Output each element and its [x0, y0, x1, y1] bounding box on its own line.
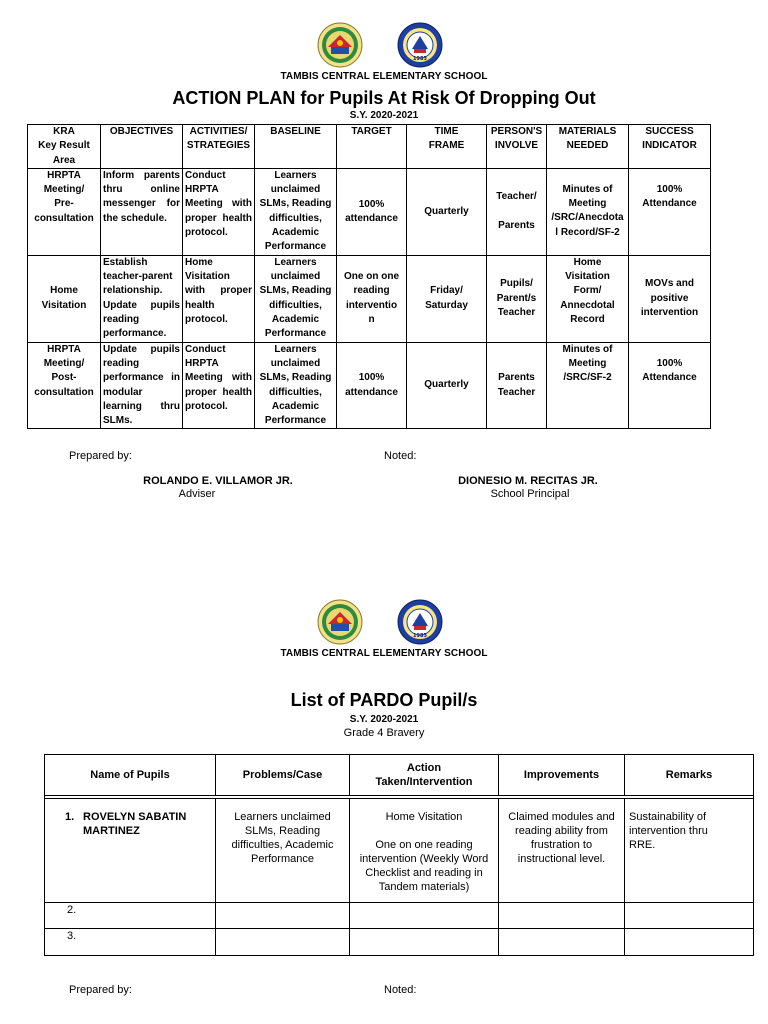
pardo-table	[44, 754, 754, 956]
prepared-by-label: Prepared by:	[69, 450, 132, 462]
header-objectives: OBJECTIVES	[101, 125, 183, 169]
cell-persons: Teacher/ Parents	[487, 168, 547, 255]
header-action: Action Taken/Intervention	[350, 755, 499, 796]
header-remarks: Remarks	[625, 755, 754, 796]
table-row	[45, 799, 754, 903]
cell-objectives: Inform parents thru online messenger for the schedule.	[101, 168, 183, 255]
cell-baseline: Learners unclaimed SLMs, Reading difficulties, Academic Performance	[255, 255, 337, 342]
cell-kra: Home Visitation	[28, 255, 101, 342]
action-plan-table	[27, 124, 711, 429]
header-improvements: Improvements	[499, 755, 625, 796]
cell-time-frame: Quarterly	[407, 342, 487, 429]
cell-improvements: Claimed modules and reading ability from frustration to instructional level.	[499, 799, 625, 903]
header-materials: MATERIALS NEEDED	[547, 125, 629, 169]
row-number: 1.	[65, 811, 75, 823]
principal-name: DIONESIO M. RECITAS JR.	[458, 475, 598, 487]
school-year: S.Y. 2020-2021	[349, 110, 419, 121]
cell-indicator: 100% Attendance	[629, 342, 711, 429]
cell-target: 100% attendance	[337, 168, 407, 255]
header-problems: Problems/Case	[216, 755, 350, 796]
cell-indicator: 100% Attendance	[629, 168, 711, 255]
cell-materials: Minutes of Meeting /SRC/SF-2	[547, 342, 629, 429]
cell-problem	[216, 929, 350, 956]
cell-persons: Parents Teacher	[487, 342, 547, 429]
cell-indicator: MOVs and positive intervention	[629, 255, 711, 342]
deped-seal-icon	[317, 599, 363, 645]
school-seal-icon	[397, 599, 443, 645]
action-plan-header-row	[28, 125, 711, 169]
header-kra: KRA Key Result Area	[28, 125, 101, 169]
school-name: TAMBIS CENTRAL ELEMENTARY SCHOOL	[280, 71, 488, 82]
header-baseline: BASELINE	[255, 125, 337, 169]
noted-label: Noted:	[384, 984, 417, 996]
page-title: ACTION PLAN for Pupils At Risk Of Dropping Out	[172, 88, 596, 108]
header-target: TARGET	[337, 125, 407, 169]
grade-section: Grade 4 Bravery	[343, 727, 425, 739]
cell-activities: Conduct HRPTA Meeting with proper health protocol.	[183, 342, 255, 429]
cell-problem: Learners unclaimed SLMs, Reading difficulties, Academic Performance	[216, 799, 350, 903]
header-activities: ACTIVITIES/ STRATEGIES	[183, 125, 255, 169]
cell-persons: Pupils/ Parent/s Teacher	[487, 255, 547, 342]
school-name: TAMBIS CENTRAL ELEMENTARY SCHOOL	[280, 648, 488, 659]
svg-text:1983: 1983	[413, 56, 427, 62]
pardo-header-row	[45, 755, 754, 796]
action-plan-row	[28, 168, 711, 255]
prepared-by-label: Prepared by:	[69, 984, 132, 996]
cell-activities: Home Visitation with proper health protocol.	[183, 255, 255, 342]
table-row	[45, 929, 754, 956]
cell-materials: Minutes of Meeting /SRC/Anecdota l Record/SF-2	[547, 168, 629, 255]
cell-action	[350, 903, 499, 929]
cell-action	[350, 929, 499, 956]
row-number: 3.	[45, 929, 216, 956]
header-name: Name of Pupils	[45, 755, 216, 796]
cell-target: 100% attendance	[337, 342, 407, 429]
cell-objectives: Establish teacher-parent relationship. Update pupils reading performance.	[101, 255, 183, 342]
cell-objectives: Update pupils reading performance in modular learning thru SLMs.	[101, 342, 183, 429]
cell-activities: Conduct HRPTA Meeting with proper health protocol.	[183, 168, 255, 255]
header-indicator: SUCCESS INDICATOR	[629, 125, 711, 169]
row-number: 2.	[45, 903, 216, 929]
cell-time-frame: Friday/ Saturday	[407, 255, 487, 342]
header-time-frame: TIME FRAME	[407, 125, 487, 169]
cell-name	[45, 799, 216, 903]
cell-remarks	[625, 929, 754, 956]
cell-target: One on one reading interventio n	[337, 255, 407, 342]
cell-baseline: Learners unclaimed SLMs, Reading difficulties, Academic Performance	[255, 342, 337, 429]
cell-improvements	[499, 903, 625, 929]
cell-action: Home Visitation One on one reading intervention (Weekly Word Checklist and reading in Tandem materials)	[350, 799, 499, 903]
cell-remarks	[625, 903, 754, 929]
cell-problem	[216, 903, 350, 929]
school-year: S.Y. 2020-2021	[349, 714, 419, 725]
table-row	[45, 903, 754, 929]
cell-materials: Home Visitation Form/ Annecdotal Record	[547, 255, 629, 342]
principal-role: School Principal	[490, 488, 570, 500]
cell-kra: HRPTA Meeting/ Post- consultation	[28, 342, 101, 429]
pupil-name: ROVELYN SABATIN MARTINEZ	[83, 811, 187, 837]
noted-label: Noted:	[384, 450, 417, 462]
action-plan-row	[28, 342, 711, 429]
action-plan-row	[28, 255, 711, 342]
cell-kra: HRPTA Meeting/ Pre- consultation	[28, 168, 101, 255]
adviser-role: Adviser	[178, 488, 216, 500]
cell-time-frame: Quarterly	[407, 168, 487, 255]
deped-seal-icon	[317, 22, 363, 68]
adviser-name: ROLANDO E. VILLAMOR JR.	[143, 475, 293, 487]
school-seal-icon	[397, 22, 443, 68]
page-title: List of PARDO Pupil/s	[290, 690, 478, 710]
cell-baseline: Learners unclaimed SLMs, Reading difficulties, Academic Performance	[255, 168, 337, 255]
header-persons: PERSON'S INVOLVE	[487, 125, 547, 169]
cell-remarks: Sustainability of intervention thru RRE.	[625, 799, 754, 903]
cell-improvements	[499, 929, 625, 956]
svg-text:1983: 1983	[413, 633, 427, 639]
